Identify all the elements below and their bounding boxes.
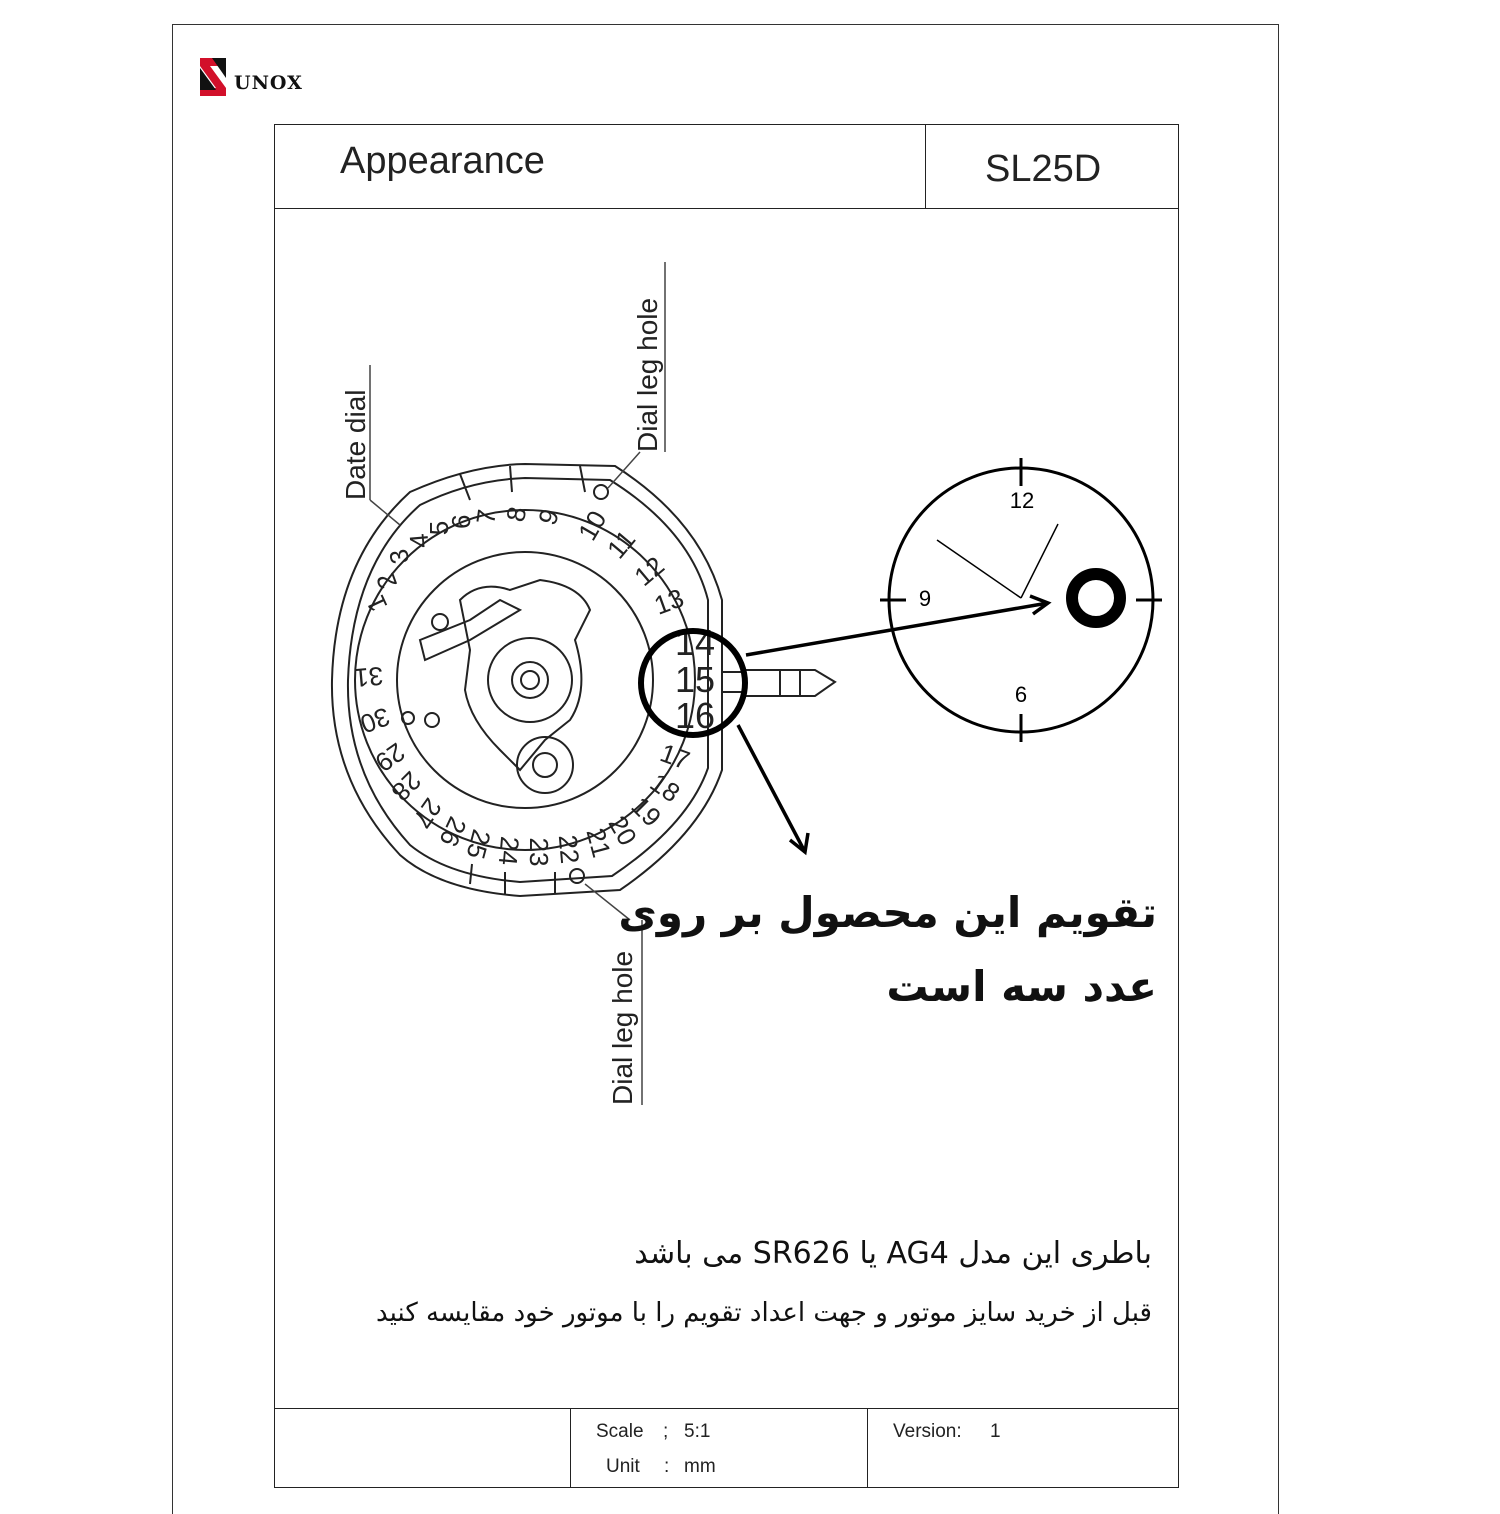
scale-value: 5:1	[684, 1421, 711, 1442]
model-number: SL25D	[985, 148, 1102, 190]
date-number: 1	[360, 590, 394, 617]
crown-stem	[722, 670, 835, 696]
dial-leg-hole-bottom	[570, 869, 584, 883]
date-number: 22	[552, 833, 586, 865]
date-number: 26	[433, 812, 473, 852]
date-number: 6	[445, 513, 477, 530]
clock-mark-6: 6	[1014, 682, 1028, 707]
unit-separator: :	[664, 1456, 670, 1477]
movement-case	[332, 464, 722, 896]
date-number: 10	[571, 505, 613, 546]
date-number: 11	[600, 524, 642, 565]
date-number: 17	[656, 737, 694, 776]
unit-value: mm	[684, 1456, 716, 1477]
page-title: Appearance	[340, 140, 545, 182]
case-tab-bottom	[470, 864, 555, 894]
clock-face	[880, 458, 1162, 742]
date-number: 12	[628, 550, 670, 592]
date-number: 18	[644, 767, 686, 809]
date-number: 3	[383, 546, 416, 567]
date-number: 9	[531, 504, 566, 529]
battery-note: باطری این مدل AG4 یا SR626 می باشد	[634, 1236, 1152, 1271]
version-value: 1	[990, 1421, 1001, 1442]
date-number: 27	[406, 792, 448, 834]
dial-leg-hole-top-label: Dial leg hole	[632, 297, 663, 452]
clock-minute-hand	[937, 540, 1021, 598]
date-number: 19	[625, 790, 668, 833]
clock-hour-hand	[1021, 524, 1058, 598]
date-number: 2	[369, 569, 404, 594]
date-dial-leader	[370, 500, 400, 525]
date-number: 21	[580, 824, 617, 861]
date-number: 28	[385, 765, 428, 808]
footer-block	[274, 1408, 1179, 1488]
date-number: 8	[500, 503, 533, 525]
center-wheel	[488, 638, 572, 722]
date-number: 25	[460, 826, 497, 863]
clock-mark-12: 12	[1009, 488, 1035, 513]
date-window-numbers	[675, 622, 715, 736]
clock-mark-9: 9	[918, 586, 932, 611]
calendar-note-line1: تقویم این محصول بر روی	[618, 888, 1157, 937]
center-pinion	[512, 662, 548, 698]
date-number: 20	[602, 810, 644, 851]
dial-leg-hole-bottom-label: Dial leg hole	[607, 950, 638, 1105]
date-dial-numbers	[360, 504, 687, 621]
unit-label: Unit	[606, 1456, 640, 1477]
date-number: 29	[369, 736, 411, 778]
dial-leg-hole-top-leader	[608, 452, 640, 488]
pointer-arrow-down	[738, 725, 805, 852]
window-date-14: 14	[674, 622, 716, 663]
date-number: 4	[403, 532, 435, 550]
scale-label: Scale	[596, 1421, 644, 1442]
footer-divider	[570, 1408, 571, 1488]
date-number: 23	[524, 837, 554, 867]
version-label: Version:	[893, 1421, 962, 1442]
date-dial-ring-inner	[397, 552, 653, 808]
date-position-marker	[1072, 574, 1120, 622]
date-number: 5	[424, 520, 454, 536]
dial-leg-hole-top	[594, 485, 608, 499]
date-dial-label: Date dial	[340, 389, 371, 500]
date-number: 31	[353, 660, 385, 694]
date-number: 13	[650, 582, 688, 621]
date-number: 24	[492, 835, 526, 867]
train-bridge	[460, 580, 590, 770]
logo-wordmark: UNOX	[234, 72, 303, 94]
calendar-note-line2: عدد سه است	[886, 962, 1157, 1011]
window-date-15: 15	[674, 659, 716, 700]
footer-divider	[867, 1408, 868, 1488]
window-date-16: 16	[674, 695, 716, 736]
advice-note: قبل از خرید سایز موتور و جهت اعداد تقویم را با موتور خود مقایسه کنید	[375, 1298, 1152, 1328]
date-number: 7	[470, 507, 502, 526]
date-number: 30	[356, 701, 394, 740]
scale-separator: ;	[663, 1421, 669, 1442]
